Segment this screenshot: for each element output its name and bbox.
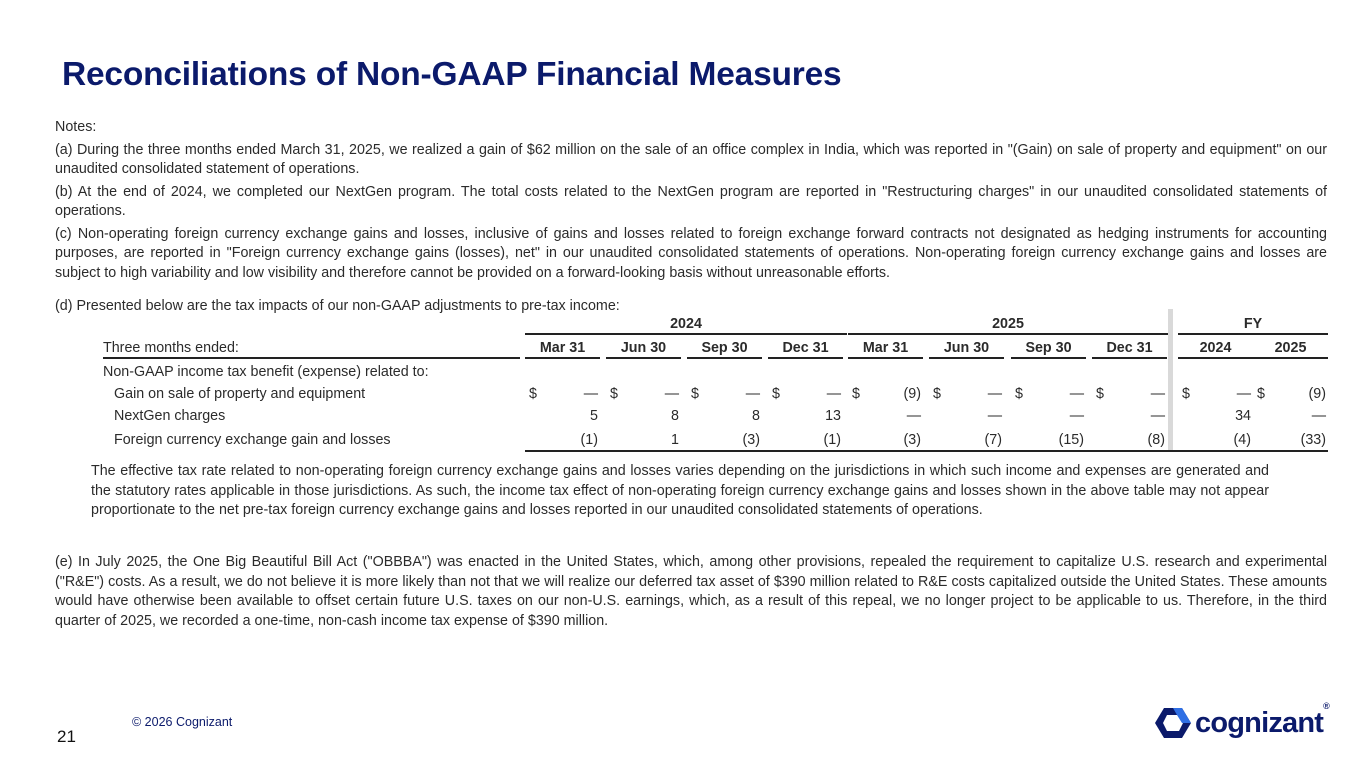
column-underline [929,357,1004,359]
table-cell: — [1069,386,1084,402]
group-underline-fy [1178,333,1328,335]
currency-symbol: $ [772,386,780,402]
column-underline [768,357,843,359]
cognizant-logo [1155,700,1329,741]
currency-symbol: $ [1015,386,1023,402]
column-header: 2024 [1199,340,1232,356]
column-header: Jun 30 [943,340,990,356]
table-cell: — [1150,386,1165,402]
table-cell: (15) [1058,432,1084,448]
group-header-row [103,313,1328,335]
table-cell: (8) [1147,432,1165,448]
table-cell: — [906,408,921,424]
table-cell: — [987,408,1002,424]
note-c: (c) Non-operating foreign currency exchange gains and losses, inclusive of gains and losses related to foreign exchange forward contracts not designated as hedging instruments for accounting purposes, are reported in "Foreign currency exchange gains (losses), net" in our unaudited consolidated statements of operations. Non-operating foreign currency exchange gains and losses are subject to high variability and low visibility and therefore cannot be provided on a forward-looking basis without unreasonable efforts. [55,225,1327,281]
column-underline [848,357,923,359]
group-header-2025: 2025 [992,316,1024,332]
table-cell: 8 [752,408,760,424]
column-header: Dec 31 [1106,340,1153,356]
currency-symbol: $ [852,386,860,402]
table-cell: — [987,386,1002,402]
note-b: (b) At the end of 2024, we completed our NextGen program. The total costs related to the NextGen program are reported in "Restructuring charges" in our unaudited consolidated statements of operations. [55,183,1327,219]
column-header: 2025 [1274,340,1307,356]
column-underline [1092,357,1167,359]
table-cell: 5 [590,408,598,424]
table-cell: (3) [903,432,921,448]
table-cell: (1) [580,432,598,448]
copyright: © 2026 Cognizant [132,715,233,729]
group-underline-2024 [525,333,847,335]
section-label-row [103,361,1328,383]
group-header-fy: FY [1243,316,1263,332]
note-d: (d) Presented below are the tax impacts of our non-GAAP adjustments to pre-tax income: [55,298,620,314]
note-a: (a) During the three months ended March 31, 2025, we realized a gain of $62 million on the sale of an office complex in India, which was reported in "(Gain) on sale of property and equipment" on our unaudited consolidated statement of operations. [55,141,1327,177]
logo-text: cognizant® [1195,700,1329,739]
table-bottom-rule [525,450,1328,452]
group-header-2024: 2024 [670,316,702,332]
currency-symbol: $ [1096,386,1104,402]
page-number: 21 [57,727,76,746]
table-cell: — [1150,408,1165,424]
column-header: Jun 30 [620,340,667,356]
column-underline [1178,357,1253,359]
notes-section [55,118,1327,320]
column-underline [1253,357,1328,359]
table-row [103,429,1328,451]
table-cell: — [826,386,841,402]
currency-symbol: $ [529,386,537,402]
column-header-row [103,337,1328,359]
label-underline [103,357,520,359]
currency-symbol: $ [933,386,941,402]
column-header: Sep 30 [1025,340,1072,356]
table-row [103,383,1328,405]
notes-heading: Notes: [55,119,97,135]
table-cell: (1) [823,432,841,448]
note-e: (e) In July 2025, the One Big Beautiful Bill Act ("OBBBA") was enacted in the United States, which, among other provisions, repealed the requirement to capitalize U.S. research and experimental ("R&E") costs. As a result, we do not believe it is more likely than not that we will realize our deferred tax asset of $390 million related to R&E costs capitalized outside the United States. These amounts would have otherwise been available to offset certain future U.S. taxes on our non-U.S. earnings, which, as a result of this repeal, we no longer project to be applicable to us. Therefore, in the third quarter of 2025, we recorded a one-time, non-cash income tax expense of $390 million. [55,554,1327,629]
cognizant-logo-icon [1155,707,1191,739]
table-cell: (33) [1300,432,1326,448]
page-title: Reconciliations of Non-GAAP Financial Measures [62,56,842,93]
column-header: Mar 31 [862,340,909,356]
column-underline [606,357,681,359]
table-cell: (9) [903,386,921,402]
table-cell: 8 [671,408,679,424]
table-cell: (4) [1233,432,1251,448]
table-cell: — [1236,386,1251,402]
column-header: Sep 30 [701,340,748,356]
row-label: Gain on sale of property and equipment [114,386,366,402]
row-label-header: Three months ended: [103,340,239,356]
row-label: NextGen charges [114,408,226,424]
table-cell: — [1311,408,1326,424]
currency-symbol: $ [610,386,618,402]
table-cell: 1 [671,432,679,448]
table-cell: — [583,386,598,402]
table-cell: — [1069,408,1084,424]
table-cell: 34 [1235,408,1251,424]
column-header: Mar 31 [539,340,586,356]
table-cell: (7) [984,432,1002,448]
currency-symbol: $ [1182,386,1190,402]
table-row [103,405,1328,427]
column-underline [1011,357,1086,359]
table-cell: 13 [825,408,841,424]
group-underline-2025 [848,333,1168,335]
column-header: Dec 31 [782,340,829,356]
table-cell: (9) [1308,386,1326,402]
row-label: Foreign currency exchange gain and losses [114,432,391,448]
currency-symbol: $ [1257,386,1265,402]
currency-symbol: $ [691,386,699,402]
table-cell: — [745,386,760,402]
column-underline [687,357,762,359]
table-cell: (3) [742,432,760,448]
column-underline [525,357,600,359]
section-label: Non-GAAP income tax benefit (expense) related to: [103,364,429,380]
tax-note: The effective tax rate related to non-operating foreign currency exchange gains and losses varies depending on the jurisdictions in which such income and expenses are generated and the statutory rates applicable in those jurisdictions. As such, the income tax effect of non-operating foreign currency exchange gains and losses shown in the above table may not appear proportionate to the net pre-tax foreign currency exchange gains and losses reported in our unaudited consolidated statements of operations. [91,463,1269,518]
table-cell: — [664,386,679,402]
